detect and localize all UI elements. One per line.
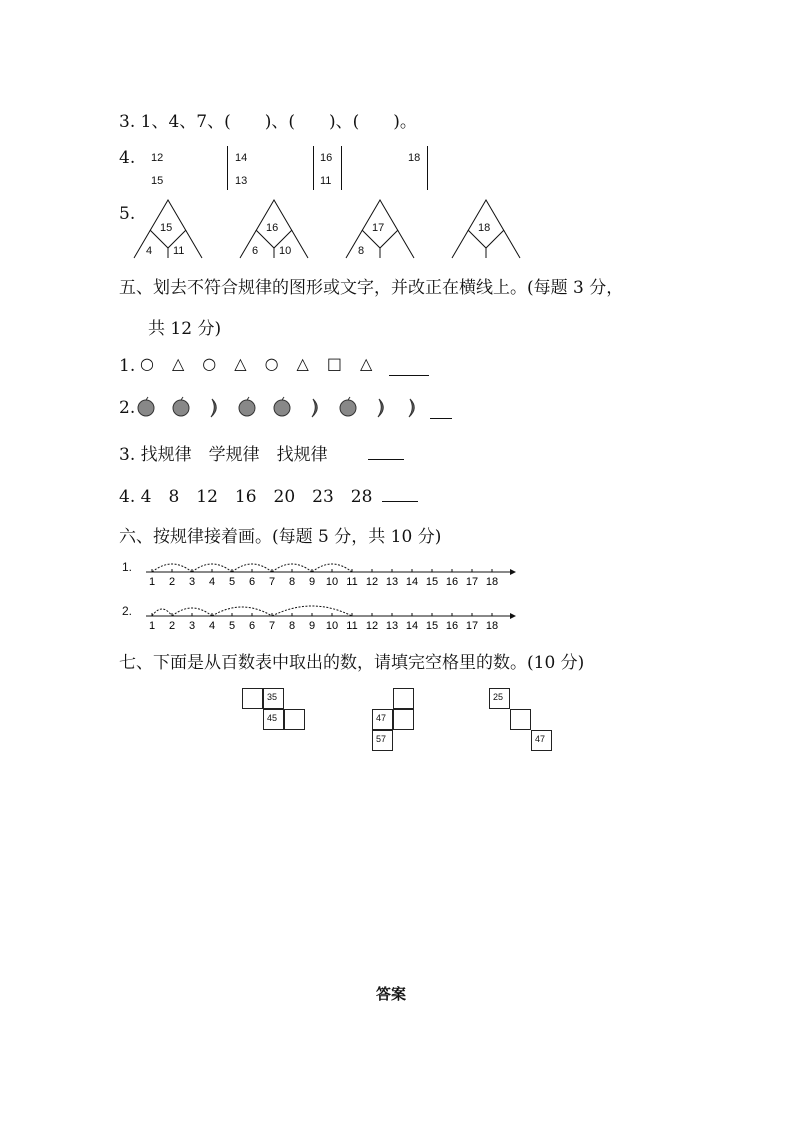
tick-label: 17 xyxy=(465,620,479,632)
t1-left: 4 xyxy=(146,245,153,257)
tick-label: 10 xyxy=(325,620,339,632)
t4-top: 18 xyxy=(478,222,491,234)
answer-line-3[interactable] xyxy=(368,459,404,460)
tick-label: 6 xyxy=(248,620,256,632)
grid-cell[interactable] xyxy=(510,709,531,730)
sec5-item3: 3. 找规律 学规律 找规律 xyxy=(119,445,328,465)
tick-label: 14 xyxy=(405,620,419,632)
tick-label: 4 xyxy=(208,576,216,588)
grid-cell: 45 xyxy=(263,709,284,730)
sec5-item4: 4. 4 8 12 16 20 23 28 xyxy=(119,487,373,507)
tick-label: 15 xyxy=(425,576,439,588)
tick-label: 1 xyxy=(148,620,156,632)
grid-cell: 47 xyxy=(531,730,552,751)
t3-left: 8 xyxy=(358,245,365,257)
q4-c2-bottom: 13 xyxy=(235,175,248,187)
apple-icon xyxy=(340,397,356,416)
tick-label: 3 xyxy=(188,620,196,632)
t2-right: 10 xyxy=(279,245,292,257)
tick-label: 3 xyxy=(188,576,196,588)
tick-label: 4 xyxy=(208,620,216,632)
tick-label: 17 xyxy=(465,576,479,588)
grid-cell: 35 xyxy=(263,688,284,709)
tick-label: 1 xyxy=(148,576,156,588)
tick-label: 12 xyxy=(365,620,379,632)
q4-c3-top: 16 xyxy=(320,152,333,164)
tick-label: 7 xyxy=(268,576,276,588)
t2-top: 16 xyxy=(266,222,279,234)
banana-icon xyxy=(409,399,414,417)
tick-label: 2 xyxy=(168,620,176,632)
tick-label: 15 xyxy=(425,620,439,632)
tick-label: 16 xyxy=(445,620,459,632)
triangle-icon: △ xyxy=(359,354,373,373)
sec5-item1-label: 1. xyxy=(119,356,136,376)
square-icon: □ xyxy=(326,354,342,373)
tick-label: 18 xyxy=(485,620,499,632)
q3-line: 3. 1、4、7、( )、( )、( )。 xyxy=(119,112,417,132)
apple-icon xyxy=(138,397,154,416)
grid-cell[interactable] xyxy=(393,709,414,730)
triangle-icon: △ xyxy=(296,354,309,373)
grid-cell: 57 xyxy=(372,730,393,751)
tick-label: 9 xyxy=(308,620,316,632)
q4-divider xyxy=(427,146,428,190)
t2-left: 6 xyxy=(252,245,259,257)
sec5-title: 五、划去不符合规律的图形或文字，并改正在横线上。(每题 3 分， xyxy=(119,278,624,298)
q4-label: 4. xyxy=(119,148,136,168)
sec5-title-cont: 共 12 分) xyxy=(148,319,222,339)
answer-line-1[interactable] xyxy=(389,375,429,376)
t3-top: 17 xyxy=(372,222,385,234)
tick-label: 9 xyxy=(308,576,316,588)
tick-label: 5 xyxy=(228,620,236,632)
triangle-icon: △ xyxy=(171,354,185,373)
answer-line-2[interactable] xyxy=(430,418,452,419)
tick-label: 12 xyxy=(365,576,379,588)
sec5-item2-label: 2. xyxy=(119,398,136,418)
q4-c4-top: 18 xyxy=(408,152,421,164)
q4-divider xyxy=(341,146,342,190)
q4-c2-top: 14 xyxy=(235,152,248,164)
circle-icon: ○ xyxy=(202,354,217,373)
fruit-sequence xyxy=(136,396,426,420)
circle-icon: ○ xyxy=(264,354,279,373)
tick-label: 7 xyxy=(268,620,276,632)
tick-label: 6 xyxy=(248,576,256,588)
q4-c1-bottom: 15 xyxy=(151,175,164,187)
circle-icon: ○ xyxy=(140,354,154,373)
tick-label: 18 xyxy=(485,576,499,588)
banana-icon xyxy=(211,399,216,417)
tick-label: 13 xyxy=(385,576,399,588)
grid-cell[interactable] xyxy=(284,709,305,730)
tick-label: 14 xyxy=(405,576,419,588)
tick-label: 8 xyxy=(288,620,296,632)
t1-right: 11 xyxy=(173,245,185,257)
q4-divider xyxy=(227,146,228,190)
grid-cell: 25 xyxy=(489,688,510,709)
tick-label: 13 xyxy=(385,620,399,632)
q4-c1-top: 12 xyxy=(151,152,164,164)
apple-icon xyxy=(239,397,255,416)
tick-label: 2 xyxy=(168,576,176,588)
tick-label: 10 xyxy=(325,576,339,588)
apple-icon xyxy=(274,397,290,416)
tick-label: 11 xyxy=(346,620,358,632)
shape-sequence xyxy=(140,354,372,373)
q4-c3-bottom: 11 xyxy=(320,175,332,187)
sec6-title: 六、按规律接着画。(每题 5 分，共 10 分) xyxy=(119,527,442,547)
tick-label: 11 xyxy=(346,576,358,588)
number-line-1 xyxy=(140,552,520,592)
sec7-title: 七、下面是从百数表中取出的数，请填完空格里的数。(10 分) xyxy=(119,653,585,673)
number-line-2 xyxy=(140,596,520,636)
banana-icon xyxy=(378,399,383,417)
tick-label: 8 xyxy=(288,576,296,588)
banana-icon xyxy=(312,399,317,417)
numline-2-label: 2. xyxy=(122,604,133,618)
answer-line-4[interactable] xyxy=(382,501,418,502)
tick-label: 16 xyxy=(445,576,459,588)
tick-label: 5 xyxy=(228,576,236,588)
q5-label: 5. xyxy=(119,204,136,224)
triangle-icon: △ xyxy=(234,354,247,373)
numline-1-label: 1. xyxy=(122,560,133,574)
q4-divider xyxy=(313,146,314,190)
answer-heading: 答案 xyxy=(376,985,407,1003)
apple-icon xyxy=(173,397,189,416)
t1-top: 15 xyxy=(160,222,173,234)
grid-cell[interactable] xyxy=(393,688,414,709)
grid-cell: 47 xyxy=(372,709,393,730)
grid-cell[interactable] xyxy=(242,688,263,709)
